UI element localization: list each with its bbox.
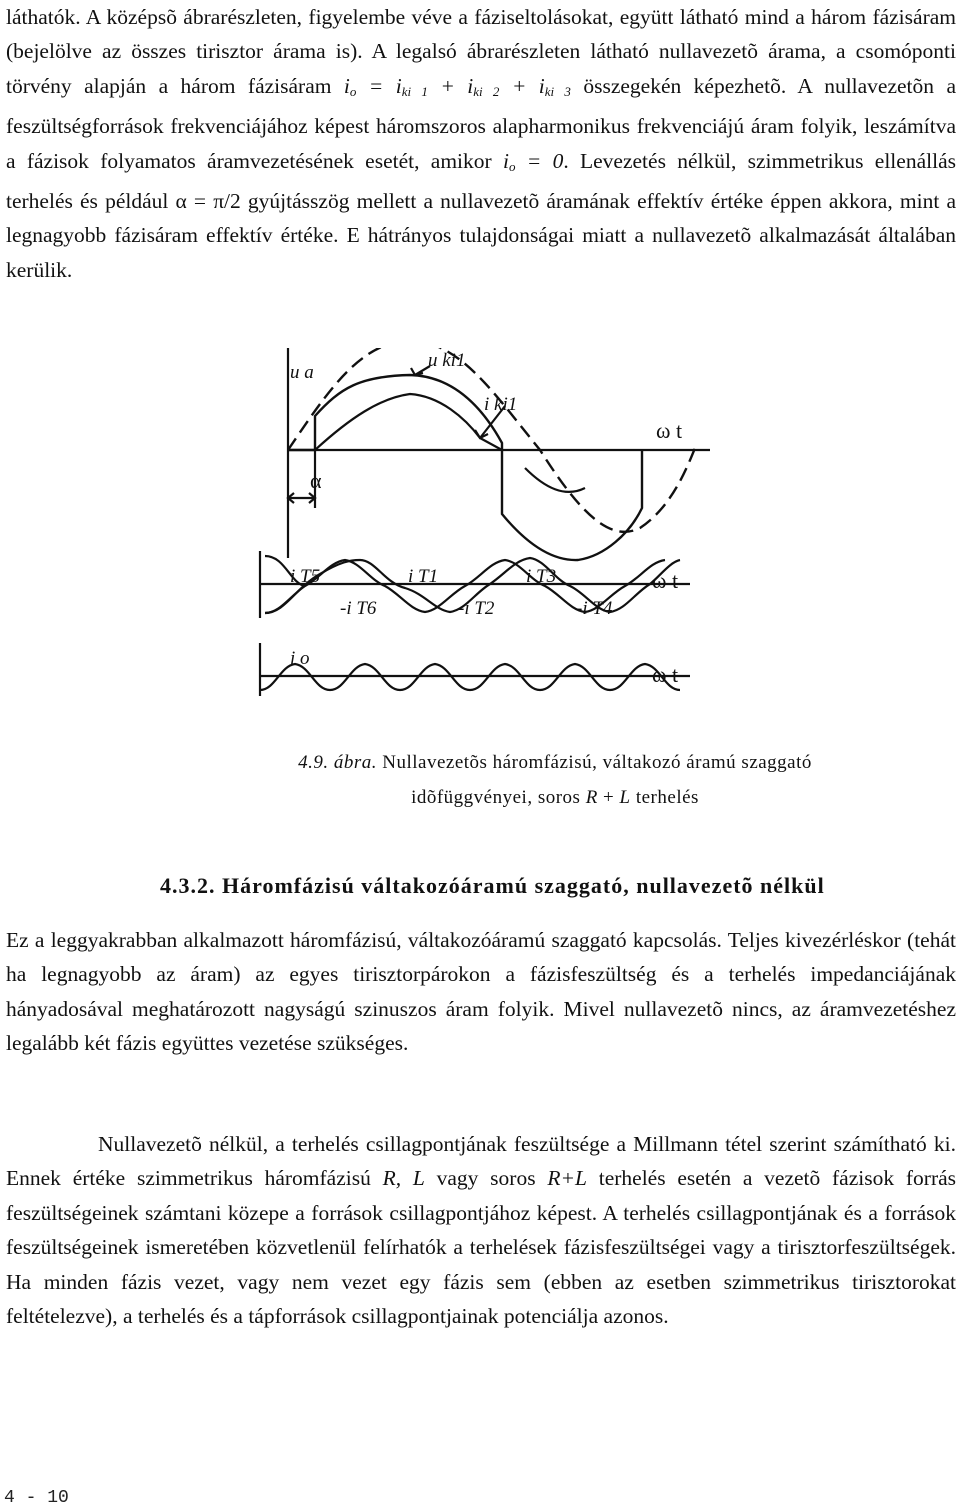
text-run: gyújtásszög mellett a nullavezetõ áramának effektív értéke éppen akkora, mint a legnagyobb fázisáram effektív értéke. E hátrányos tulajdonságai miatt a nullavezetõ alkalmazását általában kerülik. <box>6 189 956 282</box>
label-wt-bottom: ω t <box>652 662 679 687</box>
formula-io-zero: $i_o = 0$ <box>502 148 564 174</box>
caption-text: terhelés <box>630 787 699 808</box>
load-current-curve <box>315 394 585 492</box>
label-neg-iT6: -i T6 <box>340 598 377 619</box>
label-iT1: i T1 <box>408 566 439 587</box>
label-alpha: α <box>310 468 322 493</box>
label-neg-iT4: -i T4 <box>576 598 613 619</box>
label-iT3: i T3 <box>526 566 557 587</box>
source-voltage-sine <box>288 348 695 532</box>
formula-alpha: α = π/2 <box>175 189 241 214</box>
label-neg-iT2: -i T2 <box>458 598 495 619</box>
label-io: i o <box>290 648 310 669</box>
section-heading: 4.3.2. Háromfázisú váltakozóáramú szaggató, nullavezetõ nélkül <box>160 873 825 898</box>
symbol-r-plus-l: R+L <box>547 1166 587 1191</box>
formula-io-sum: $i_o = i_{ki 1} + i_{ki 2} + i_{ki 3}$ <box>343 73 571 99</box>
label-iki1: i ki1 <box>484 394 518 415</box>
caption-symbol-l: L <box>619 787 631 808</box>
label-ua: u a <box>290 362 314 383</box>
caption-text: Nullavezetõs háromfázisú, váltakozó áramú szaggató <box>377 752 812 773</box>
chopped-output-voltage <box>288 375 642 560</box>
text-run: vagy soros <box>424 1166 548 1191</box>
paragraph-1 <box>6 0 956 287</box>
caption-text: idõfüggvényei, soros <box>411 787 586 808</box>
symbol-rl: R, L <box>382 1166 425 1191</box>
figure-caption-line2 <box>250 781 860 815</box>
label-wt-middle: ω t <box>652 568 679 593</box>
page-number: 4 - 10 <box>4 1488 69 1508</box>
label-iT5: i T5 <box>290 566 321 587</box>
figure-number: 4.9. ábra. <box>298 752 377 773</box>
figure-caption-line1 <box>250 746 860 780</box>
caption-text: + <box>597 787 620 808</box>
text-run: láthatók. A középsõ ábrarészleten, figyelembe véve a fáziseltolásokat, együtt látható mind a három fázisáram (bejelölve az összes tirisztor árama is). A legalsó ábrarészleten látható nullavezetõ árama, a csomóponti törvény alapján a három fázisáram <box>6 5 956 98</box>
text-run: terhelés esetén a vezetõ fázisok forrás feszültségeinek számtani közepe a források csillagpontjához képest. A terhelés csillagpontjának és a források feszültségeinek ismeretében közvetlenül felírhatók a terhelések fázisfeszültségei vagy a tirisztorfeszültségek. Ha minden fázis vezet, vagy nem vezet egy fázis sem (ebben az esetben szimmetrikus tirisztorokat feltételezve), a terhelés és a tápforrások csillagpontjainak potenciálja azonos. <box>6 1166 957 1329</box>
text-run: Nullavezetõ nélkül, a terhelés csillagpontjának feszültsége a Millmann tétel szerint számítható ki. Ennek értéke szimmetrikus háromfázisú <box>6 1132 956 1191</box>
paragraph-2: Ez a leggyakrabban alkalmazott háromfázisú, váltakozóáramú szaggató kapcsolás. Teljes kivezérléskor (tehát ha legnagyobb az áram) az egyes tirisztorpárokon a fázisfeszültség és a terhelés impedanciájának hányadosával meghatározott nagyságú szinuszos áram folyik. Mivel nullavezetõ nincs, az áramvezetéshez legalább két fázis együttes vezetése szükséges. <box>6 928 956 1056</box>
label-uki1: u ki1 <box>428 350 466 371</box>
text-run: összegekén képezhetõ. A nullavezetõn a feszültségforrások frekvenciájához képest háromszoros alapharmonikus frekvenciájú áram folyik, leszámítva a fázisok folyamatos áramvezetésének esetét, amikor <box>6 73 956 173</box>
caption-symbol-r: R <box>585 787 598 808</box>
waveform-figure <box>240 348 710 698</box>
paragraph-3 <box>6 1127 956 1333</box>
label-wt-top: ω t <box>656 418 683 443</box>
text-run: . Levezetés nélkül, szimmetrikus ellenállás terhelés és például <box>6 148 956 214</box>
